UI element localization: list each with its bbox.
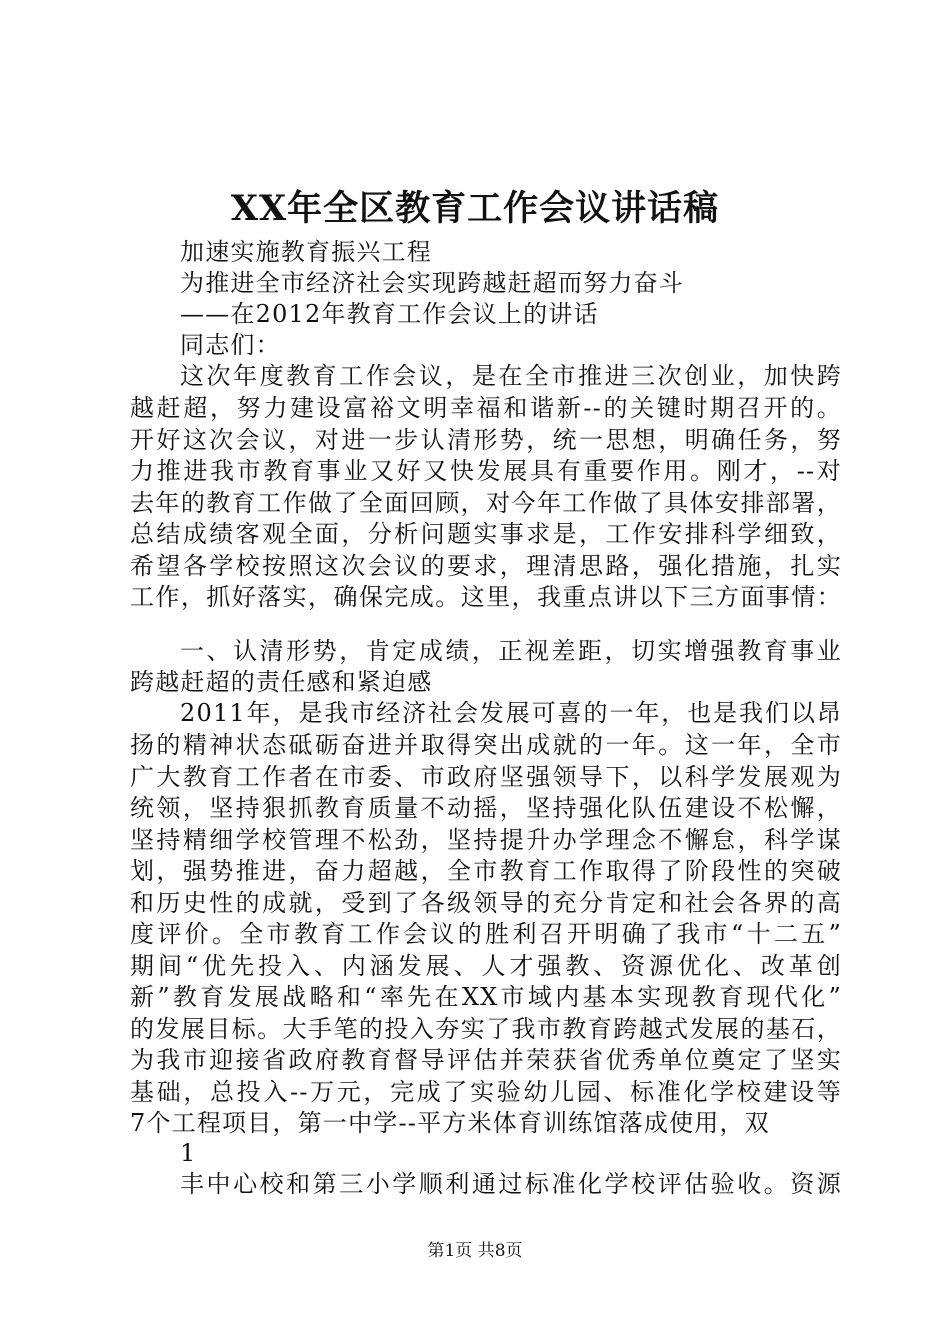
paragraph-2-line: 统领，坚持狠抓教育质量不动摇，坚持强化队伍建设不松懈，	[130, 794, 842, 822]
paragraph-1-line: 工作，抓好落实，确保完成。这里，我重点讲以下三方面事情：	[130, 583, 842, 611]
paragraph-2-line: 新”教育发展战略和“率先在XX市域内基本实现教育现代化”	[130, 983, 842, 1011]
paragraph-1-line: 开好这次会议，对进一步认清形势，统一思想，明确任务，努	[130, 426, 842, 454]
paragraph-2-line: 2011年，是我市经济社会发展可喜的一年，也是我们以昂	[180, 699, 842, 727]
paragraph-2-line: 和历史性的成就，受到了各级领导的充分肯定和社会各界的高	[130, 889, 842, 917]
paragraph-1-line: 总结成绩客观全面，分析问题实事求是，工作安排科学细致，	[130, 520, 842, 548]
paragraph-2-line: 的发展目标。大手笔的投入夯实了我市教育跨越式发展的基石，	[130, 1015, 842, 1043]
subtitle-line-2: 为推进全市经济社会实现跨越赶超而努力奋斗	[180, 269, 684, 297]
paragraph-2-line: 广大教育工作者在市委、市政府坚强领导下，以科学发展观为	[130, 763, 842, 791]
paragraph-2-line: 坚持精细学校管理不松劲，坚持提升办学理念不懈怠，科学谋	[130, 826, 842, 854]
paragraph-2-line: 基础，总投入--万元，完成了实验幼儿园、标准化学校建设等	[130, 1078, 842, 1106]
page-footer: 第1页 共8页	[427, 1241, 523, 1261]
continuation-line: 丰中心校和第三小学顺利通过标准化学校评估验收。资源	[180, 1170, 842, 1198]
section-heading-line: 一、认清形势，肯定成绩，正视差距，切实增强教育事业	[180, 637, 842, 665]
salutation: 同志们：	[180, 331, 281, 359]
paragraph-2-line: 扬的精神状态砥砺奋进并取得突出成就的一年。这一年，全市	[130, 731, 842, 759]
page-marker: 1	[180, 1139, 197, 1167]
document-title: XX年全区教育工作会议讲话稿	[230, 188, 720, 229]
paragraph-2-line: 7个工程项目，第一中学--平方米体育训练馆落成使用，双	[130, 1109, 770, 1137]
paragraph-2-line: 为我市迎接省政府教育督导评估并荣获省优秀单位奠定了坚实	[130, 1046, 842, 1074]
paragraph-2-line: 期间“优先投入、内涵发展、人才强教、资源优化、改革创	[130, 952, 842, 980]
subtitle-line-1: 加速实施教育振兴工程	[180, 238, 432, 266]
paragraph-1-line: 希望各学校按照这次会议的要求，理清思路，强化措施，扎实	[130, 552, 842, 580]
paragraph-1-line: 越赶超，努力建设富裕文明幸福和谐新--的关键时期召开的。	[130, 394, 842, 422]
subtitle-line-3: ——在2012年教育工作会议上的讲话	[180, 300, 599, 328]
paragraph-1-line: 去年的教育工作做了全面回顾，对今年工作做了具体安排部署，	[130, 489, 842, 517]
paragraph-1-line: 力推进我市教育事业又好又快发展具有重要作用。刚才，--对	[130, 457, 842, 485]
paragraph-2-line: 度评价。全市教育工作会议的胜利召开明确了我市“十二五”	[130, 920, 842, 948]
section-heading-line: 跨越赶超的责任感和紧迫感	[130, 668, 433, 696]
paragraph-1-line: 这次年度教育工作会议，是在全市推进三次创业，加快跨	[180, 362, 842, 390]
paragraph-2-line: 划，强势推进，奋力超越，全市教育工作取得了阶段性的突破	[130, 857, 842, 885]
